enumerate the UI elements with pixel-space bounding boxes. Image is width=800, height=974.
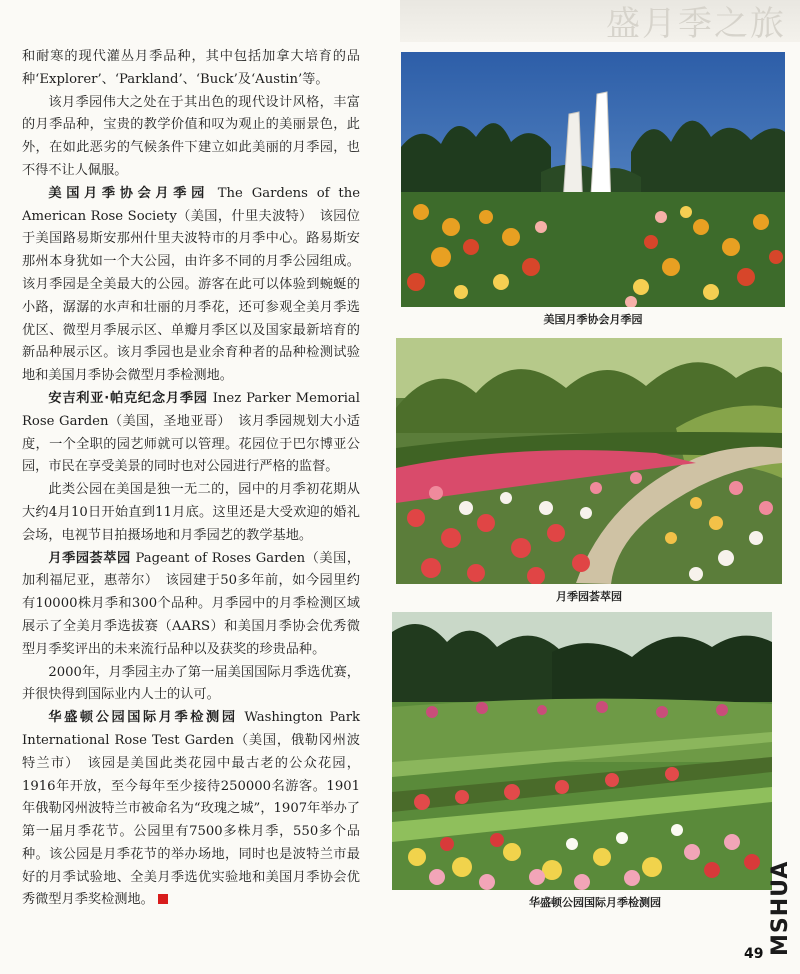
- section-american-rose-society: [22, 183, 360, 388]
- section-text-american-rose-society: The Gardens of the American Rose Society（美国，什里夫波特） 该园位于美国路易斯安那州什里夫波特市的月季中心。路易斯安那州本身犹如一个大公园，由许多不同的月季公园组成。该月季园是全美最大的公园。游客在此可以体验到蜿蜒的小路，潺潺的水声和壮丽的月季花，还可参观全美月季选优区、微型月季展示区、单瓣月季区以及国家最新培育的新品种展示区。该月季园也是业余育种者的品种检测试验地和美国月季协会微型月季检测地。: [22, 185, 361, 384]
- side-watermark: MSHUA: [768, 860, 793, 956]
- photo-american-rose-society: [401, 52, 785, 307]
- article-text-column: [22, 46, 360, 912]
- section-text-inez-parker: Inez Parker Memorial Rose Garden（美国，圣地亚哥） 该月季园规划大小适度，一个全职的园艺师就可以管理。花园位于巴尔博亚公园，市民在享受美景的同时也对公园进行严格的监督。: [22, 390, 360, 475]
- photo-caption-washington-park: 华盛顿公园国际月季检测园: [529, 896, 661, 909]
- section-text-pageant-of-roses: Pageant of Roses Garden（美国，加利福尼亚，惠蒂尔） 该园建于50多年前，如今园里约有10000株月季和300个品种。月季园中的月季检测区域展示了全美月季选拔赛（AARS）和美国月季协会优秀微型月季奖评出的未来流行品种以及获奖的珍贵品种。: [22, 550, 361, 657]
- running-header-title: 盛月季之旅: [606, 4, 786, 42]
- photo-caption-american-rose-society: 美国月季协会月季园: [543, 313, 643, 326]
- paragraph-pageant-of-roses-2: 2000年，月季园主办了第一届美国国际月季选优赛，并很快得到国际业内人士的认可。: [22, 664, 360, 703]
- header-band: [400, 0, 800, 42]
- page-number: 49: [744, 946, 764, 962]
- section-washington-park: [22, 707, 360, 912]
- section-heading-pageant-of-roses: 月季园荟萃园: [48, 550, 131, 566]
- photo-pageant-of-roses: [396, 338, 782, 584]
- section-heading-american-rose-society: 美国月季协会月季园: [48, 185, 209, 201]
- section-heading-washington-park: 华盛顿公园国际月季检测园: [48, 710, 238, 726]
- paragraph-inez-parker-2: 此类公园在美国是独一无二的，园中的月季初花期从大约4月10日开始直到11月底。这里还是大受欢迎的婚礼会场，电视节目拍摄场地和月季园艺的教学基地。: [22, 482, 360, 543]
- paragraph-2: 该月季园伟大之处在于其出色的现代设计风格，丰富的月季品种，宝贵的教学价值和叹为观止的美丽景色，此外，在如此恶劣的气候条件下建立如此美丽的月季园，也不得不让人佩服。: [22, 94, 360, 178]
- section-pageant-of-roses: [22, 548, 360, 662]
- end-of-article-mark: [158, 894, 168, 904]
- section-inez-parker: [22, 388, 360, 479]
- paragraph-1: 和耐寒的现代灌丛月季品种，其中包括加拿大培育的品种‘Explorer’、‘Parkland’、‘Buck’及‘Austin’等。: [22, 49, 360, 87]
- section-text-washington-park: Washington Park International Rose Test Garden（美国，俄勒冈州波特兰市） 该园是美国此类花园中最古老的公众花园，1916年开放，至今每年至少接待250000名游客。1901年俄勒冈州波特兰市被命名为“玫瑰之城”，1907年举办了第一届月季花节。公园里有7500多株月季，550多个品种。该公园是月季花节的举办场地，同时也是波特兰市最好的月季试验地、全美月季选优实验地和美国月季协会优秀微型月季奖检测地。: [22, 710, 360, 908]
- section-heading-inez-parker: 安吉利亚·帕克纪念月季园: [48, 390, 208, 406]
- photo-washington-park: [392, 612, 772, 890]
- photo-caption-pageant-of-roses: 月季园荟萃园: [556, 590, 622, 603]
